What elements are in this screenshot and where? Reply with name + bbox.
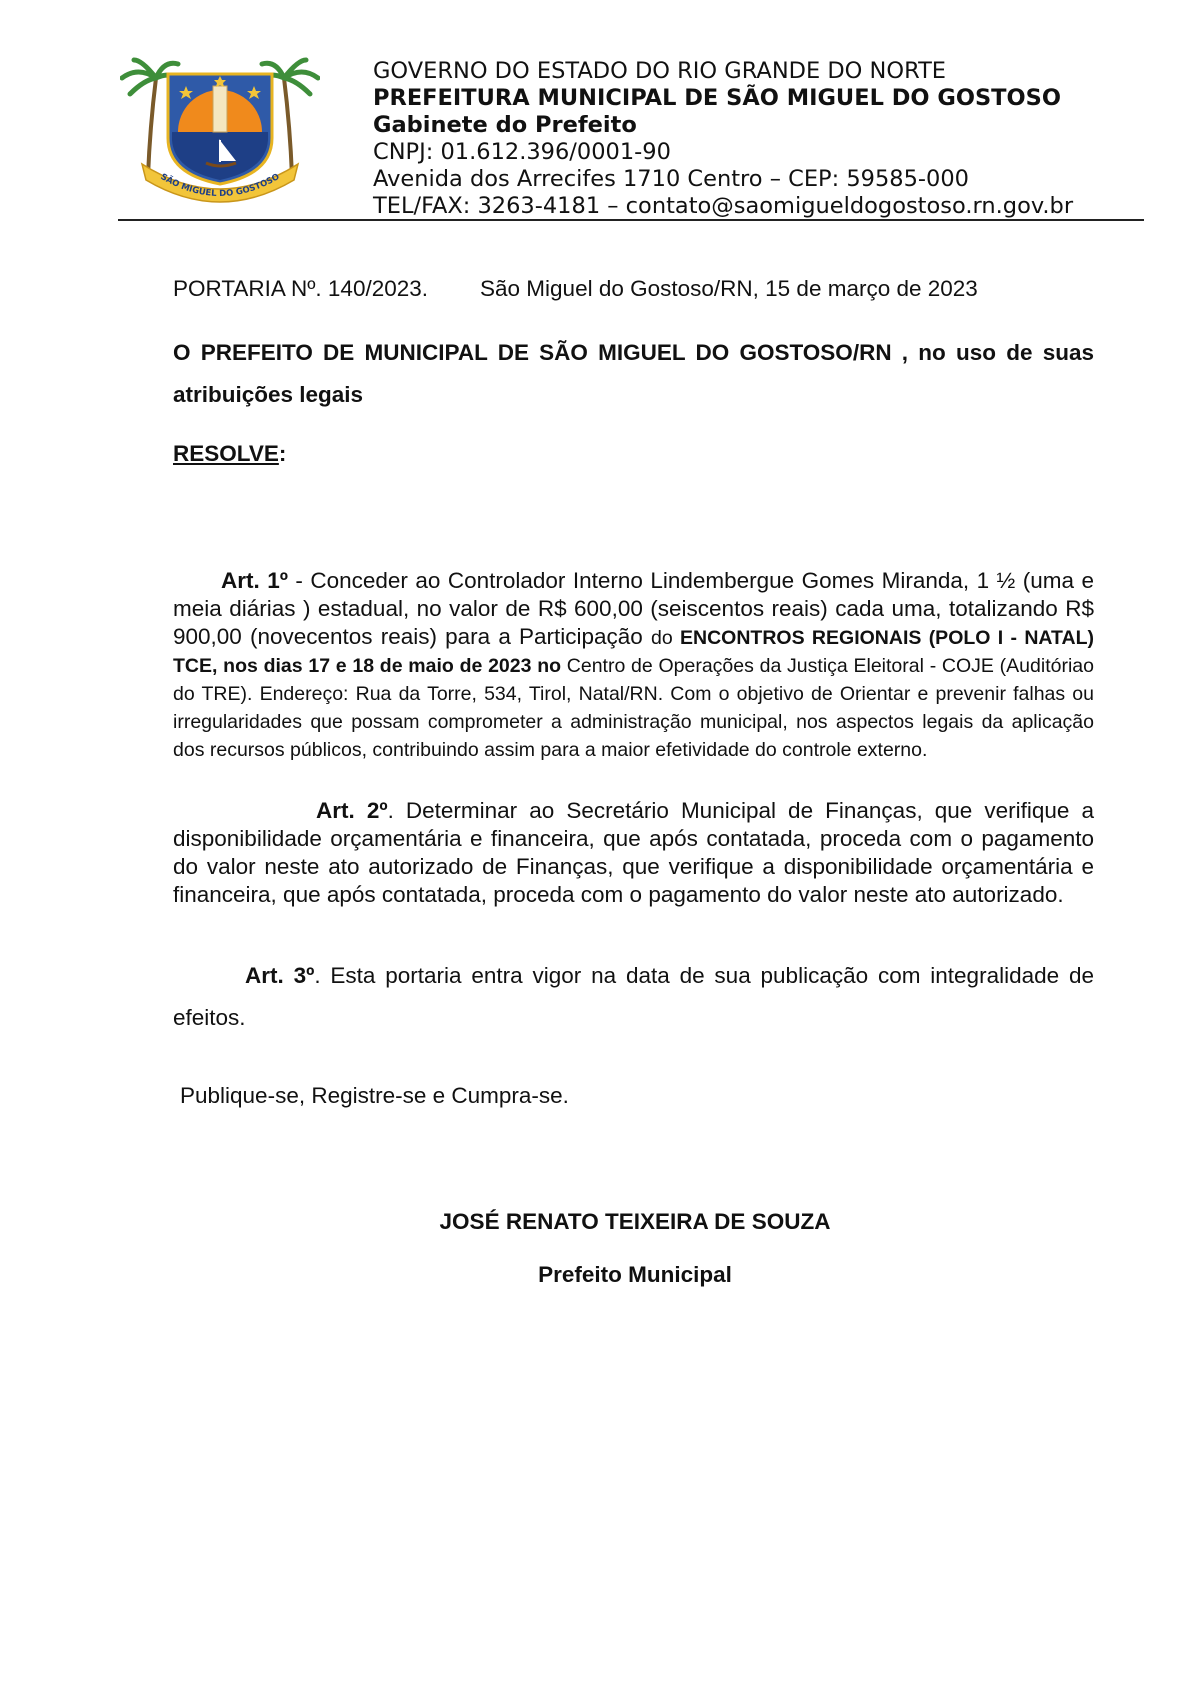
article-3 — [173, 955, 1094, 1039]
article-1 — [173, 567, 1094, 763]
header-government-line: GOVERNO DO ESTADO DO RIO GRANDE DO NORTE — [373, 58, 947, 84]
resolve-word: RESOLVE — [173, 441, 279, 466]
header-address-line: Avenida dos Arrecifes 1710 Centro – CEP: 59585-000 — [373, 166, 969, 192]
logo-ribbon-text: SÃO MIGUEL DO GOSTOSO — [158, 172, 282, 200]
article-1-text-c: Centro de Operações da Justiça Eleitoral - COJE (Auditóriao do TRE). Endereço: Rua da Torre, 534, Tirol, Natal/RN. Com o objetivo de Orientar e prevenir falhas ou irregularidades que possam comprometer a administração municipal, nos aspectos legais da aplicação dos recursos públicos, contribuindo assim para a maior efetividade do controle externo. — [173, 655, 1094, 761]
resolve-heading — [173, 441, 1094, 467]
header-contact-line: TEL/FAX: 3263-4181 – contato@saomigueldogostoso.rn.gov.br — [373, 193, 1074, 219]
closing-formula: Publique-se, Registre-se e Cumpra-se. — [180, 1083, 569, 1108]
article-1-text-b-bold: ENCONTROS REGIONAIS (POLO I - NATAL) TCE, nos dias 17 e 18 de maio de 2023 no — [173, 627, 1095, 677]
article-1-text-b-plain: do — [650, 627, 681, 649]
article-2-text: . Determinar ao Secretário Municipal de Finanças, que verifique a disponibilidade orçamentária e financeira, que após contatada, proceda com o pagamento do valor neste ato autorizado de Finanças, que verifique a disponibilidade orçamentária e financeira, que após contatada, proceda com o pagamento do valor neste ato autorizado. — [173, 798, 1094, 907]
header-cnpj-line: CNPJ: 01.612.396/0001-90 — [373, 139, 671, 165]
article-1-label: Art. 1º — [221, 568, 288, 593]
article-2 — [173, 797, 1094, 909]
municipal-coat-of-arms-logo — [120, 56, 320, 206]
document-meta — [173, 276, 1094, 302]
resolve-colon: : — [278, 441, 287, 466]
article-2-label: Art. 2º — [316, 798, 388, 823]
signer-role: Prefeito Municipal — [538, 1262, 732, 1287]
header-office-line: Gabinete do Prefeito — [373, 112, 637, 138]
letterhead — [373, 58, 1153, 220]
portaria-number: PORTARIA Nº. 140/2023. — [173, 276, 429, 301]
article-1-text-a: - Conceder ao Controlador Interno Lindembergue Gomes Miranda, 1 ½ (uma e meia diárias ) estadual, no valor de R$ 600,00 (seiscentos reais) cada uma, totalizando R$ 900,00 (novecentos reais) para a Participação — [173, 568, 1094, 649]
shield — [168, 74, 272, 184]
preamble: O PREFEITO DE MUNICIPAL DE SÃO MIGUEL DO GOSTOSO/RN , no uso de suas atribuições legais — [173, 340, 1094, 407]
place-and-date: São Miguel do Gostoso/RN, 15 de março de 2023 — [480, 276, 978, 301]
header-municipality-line: PREFEITURA MUNICIPAL DE SÃO MIGUEL DO GOSTOSO — [373, 85, 1061, 111]
signer-name: JOSÉ RENATO TEIXEIRA DE SOUZA — [439, 1209, 831, 1234]
article-3-text: . Esta portaria entra vigor na data de sua publicação com integralidade de efeitos. — [173, 963, 1094, 1030]
header-divider — [118, 219, 1144, 221]
article-3-label: Art. 3º — [245, 963, 315, 988]
